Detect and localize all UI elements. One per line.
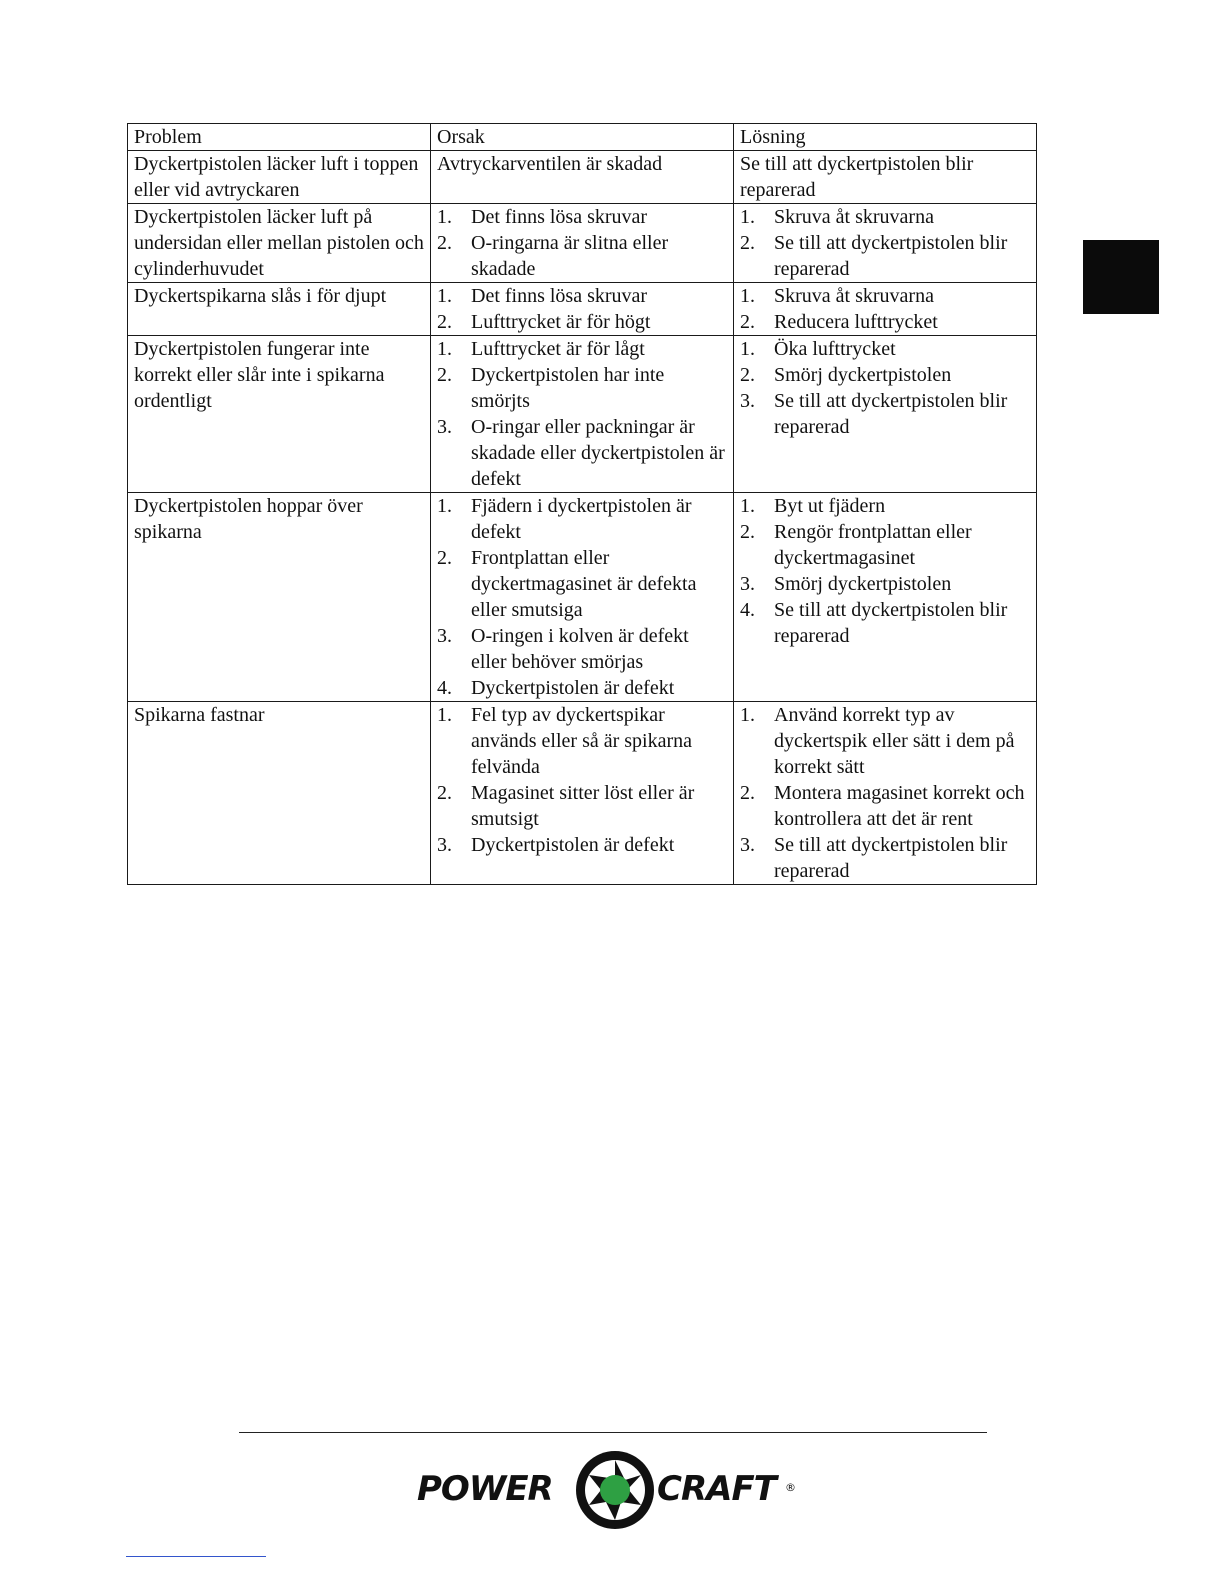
losning-cell (734, 283, 1037, 336)
list-number: 3. (437, 416, 452, 438)
table-body (128, 151, 1037, 885)
list-item (740, 571, 1030, 597)
list-number: 3. (740, 390, 755, 412)
list-number: 3. (740, 834, 755, 856)
logo-word-craft: CRAFT (657, 1469, 776, 1509)
table-row (128, 204, 1037, 283)
list-text: Rengör frontplattan eller dyckertmagasinet (774, 521, 972, 569)
list-item (437, 283, 727, 309)
orsak-cell (431, 283, 734, 336)
list-item (740, 597, 1030, 649)
table-row (128, 702, 1037, 885)
list-number: 2. (740, 782, 755, 804)
list-number: 2. (437, 782, 452, 804)
list-number: 1. (740, 285, 755, 307)
list-text: Lufttrycket är för lågt (471, 338, 645, 360)
problem-cell: Dyckertpistolen läcker luft i toppen eller vid avtryckaren (128, 151, 431, 204)
bottom-link-underline (126, 1556, 266, 1557)
registered-mark: ® (785, 1481, 796, 1494)
list-number: 1. (437, 338, 452, 360)
list-item (740, 362, 1030, 388)
column-header-orsak: Orsak (431, 124, 734, 151)
orsak-cell (431, 204, 734, 283)
problem-cell: Spikarna fastnar (128, 702, 431, 885)
list-text: O-ringen i kolven är defekt eller behöver smörjas (471, 625, 689, 673)
table-row (128, 283, 1037, 336)
list-text: Fel typ av dyckertspikar används eller så är spikarna felvända (471, 704, 693, 778)
list-text: Se till att dyckertpistolen blir reparerad (774, 390, 1008, 438)
footer-divider (239, 1432, 987, 1433)
list-item (437, 623, 727, 675)
losning-cell (734, 151, 1037, 204)
list-item (437, 362, 727, 414)
list-text: Reducera lufttrycket (774, 311, 938, 333)
list-item (437, 309, 727, 335)
list-item (437, 780, 727, 832)
list-number: 2. (740, 364, 755, 386)
list-text: Magasinet sitter löst eller är smutsigt (471, 782, 695, 830)
list-text: O-ringar eller packningar är skadade eller dyckertpistolen är defekt (471, 416, 725, 490)
orsak-list (437, 204, 727, 282)
orsak-list (437, 702, 727, 858)
list-item (437, 414, 727, 492)
orsak-list (437, 336, 727, 492)
losning-cell (734, 336, 1037, 493)
list-text: Det finns lösa skruvar (471, 285, 648, 307)
list-text: Använd korrekt typ av dyckertspik eller sätt i dem på korrekt sätt (774, 704, 1015, 778)
orsak-cell (431, 702, 734, 885)
orsak-list (437, 283, 727, 335)
list-item (437, 675, 727, 701)
list-text: Öka lufttrycket (774, 338, 896, 360)
list-item (740, 493, 1030, 519)
list-number: 2. (437, 547, 452, 569)
list-text: Dyckertpistolen är defekt (471, 834, 675, 856)
list-item (740, 780, 1030, 832)
troubleshooting-table (127, 123, 1037, 885)
list-number: 1. (437, 285, 452, 307)
list-number: 2. (437, 311, 452, 333)
list-text: Fjädern i dyckertpistolen är defekt (471, 495, 692, 543)
orsak-cell (431, 336, 734, 493)
losning-cell (734, 702, 1037, 885)
list-number: 2. (437, 232, 452, 254)
table-row (128, 493, 1037, 702)
list-item (740, 230, 1030, 282)
list-item (740, 336, 1030, 362)
list-number: 1. (437, 704, 452, 726)
problem-cell: Dyckertpistolen fungerar inte korrekt eller slår inte i spikarna ordentligt (128, 336, 431, 493)
column-header-losning: Lösning (734, 124, 1037, 151)
list-number: 1. (740, 338, 755, 360)
list-text: Se till att dyckertpistolen blir reparerad (774, 834, 1008, 882)
table-row (128, 336, 1037, 493)
list-number: 1. (740, 206, 755, 228)
list-number: 1. (740, 495, 755, 517)
aperture-logo-icon (573, 1447, 657, 1533)
list-number: 1. (437, 206, 452, 228)
problem-cell: Dyckertpistolen läcker luft på undersidan eller mellan pistolen och cylinderhuvudet (128, 204, 431, 283)
list-number: 3. (437, 625, 452, 647)
list-number: 4. (437, 677, 452, 699)
list-text: Byt ut fjädern (774, 495, 886, 517)
orsak-text: Avtryckarventilen är skadad (437, 153, 663, 175)
list-item (437, 545, 727, 623)
list-item (740, 309, 1030, 335)
losning-text: Se till att dyckertpistolen blir reparerad (740, 153, 974, 201)
list-text: Dyckertpistolen har inte smörjts (471, 364, 665, 412)
list-number: 2. (740, 232, 755, 254)
list-text: Smörj dyckertpistolen (774, 573, 952, 595)
list-text: Lufttrycket är för högt (471, 311, 651, 333)
list-text: Se till att dyckertpistolen blir reparerad (774, 599, 1008, 647)
table-row (128, 151, 1037, 204)
list-item (437, 336, 727, 362)
list-text: Skruva åt skruvarna (774, 285, 934, 307)
list-item (740, 832, 1030, 884)
list-number: 3. (740, 573, 755, 595)
list-item (740, 283, 1030, 309)
list-number: 3. (437, 834, 452, 856)
table-header-row (128, 124, 1037, 151)
logo-word-power: POWER (417, 1469, 553, 1509)
power-craft-logo (415, 1445, 800, 1535)
losning-list (740, 204, 1030, 282)
list-number: 1. (437, 495, 452, 517)
problem-cell: Dyckertspikarna slås i för djupt (128, 283, 431, 336)
list-number: 2. (740, 521, 755, 543)
list-item (740, 204, 1030, 230)
list-text: Frontplattan eller dyckertmagasinet är defekta eller smutsiga (471, 547, 697, 621)
column-header-problem: Problem (128, 124, 431, 151)
list-item (437, 204, 727, 230)
orsak-list (437, 493, 727, 701)
list-item (437, 230, 727, 282)
losning-list (740, 283, 1030, 335)
list-text: Montera magasinet korrekt och kontrollera att det är rent (774, 782, 1025, 830)
list-item (740, 388, 1030, 440)
list-number: 1. (740, 704, 755, 726)
list-text: O-ringarna är slitna eller skadade (471, 232, 669, 280)
list-item (437, 702, 727, 780)
list-text: Skruva åt skruvarna (774, 206, 934, 228)
losning-cell (734, 493, 1037, 702)
losning-list (740, 702, 1030, 884)
list-number: 2. (437, 364, 452, 386)
list-text: Se till att dyckertpistolen blir reparerad (774, 232, 1008, 280)
list-item (437, 493, 727, 545)
section-tab-marker (1083, 240, 1159, 314)
orsak-cell (431, 493, 734, 702)
list-item (740, 702, 1030, 780)
list-item (437, 832, 727, 858)
orsak-cell (431, 151, 734, 204)
list-text: Dyckertpistolen är defekt (471, 677, 675, 699)
list-number: 2. (740, 311, 755, 333)
losning-list (740, 493, 1030, 649)
list-item (740, 519, 1030, 571)
losning-cell (734, 204, 1037, 283)
losning-list (740, 336, 1030, 440)
list-number: 4. (740, 599, 755, 621)
list-text: Det finns lösa skruvar (471, 206, 648, 228)
problem-cell: Dyckertpistolen hoppar över spikarna (128, 493, 431, 702)
list-text: Smörj dyckertpistolen (774, 364, 952, 386)
